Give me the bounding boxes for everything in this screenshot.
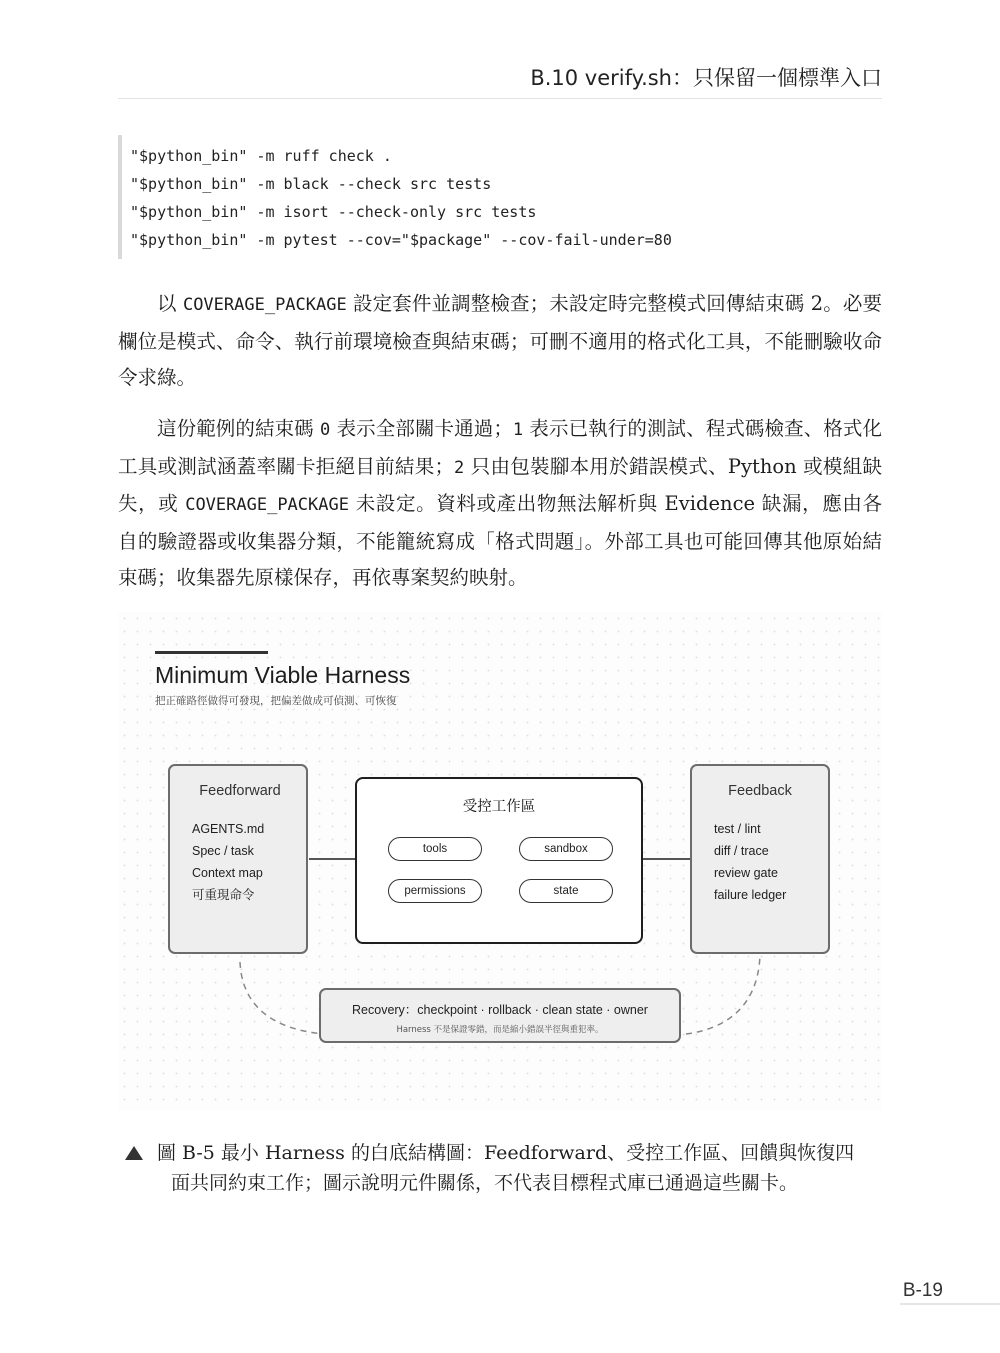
feedback-list xyxy=(714,818,786,906)
list-item: Context map xyxy=(192,866,263,880)
figure-title: Minimum Viable Harness xyxy=(155,662,411,688)
feedforward-list xyxy=(192,818,264,906)
code-line: "$python_bin" -m isort --check-only src tests xyxy=(130,203,537,221)
harness-figure xyxy=(118,612,882,1110)
workspace-title: 受控工作區 xyxy=(462,799,536,815)
header-divider xyxy=(118,98,882,99)
figure-caption xyxy=(125,1138,885,1198)
body-paragraph-2 xyxy=(118,411,882,597)
recovery-box xyxy=(319,988,681,1043)
pill-tools: tools xyxy=(388,837,482,861)
feedforward-title: Feedforward xyxy=(199,783,281,799)
recovery-line: Recovery：checkpoint · rollback · clean state · owner xyxy=(352,1003,648,1017)
caption-line-2: 面共同約束工作；圖示說明元件關係，不代表目標程式庫已通過這些關卡。 xyxy=(171,1172,799,1194)
code-block xyxy=(118,135,850,259)
inline-code: 2 xyxy=(453,457,465,478)
text-run: 這份範例的結束碼 xyxy=(157,417,321,440)
title-accent-bar xyxy=(155,651,268,654)
workspace-box xyxy=(355,777,643,944)
connector-line xyxy=(642,858,691,860)
list-item: AGENTS.md xyxy=(192,822,265,836)
page-number: B-19 xyxy=(902,1280,943,1301)
list-item: failure ledger xyxy=(714,888,787,902)
caption-line-1 xyxy=(125,1138,885,1168)
code-line: "$python_bin" -m black --check src tests xyxy=(130,175,492,193)
connector-line xyxy=(309,858,356,860)
inline-code: COVERAGE_PACKAGE xyxy=(185,495,349,515)
list-item: review gate xyxy=(714,866,778,880)
inline-code: 1 xyxy=(512,420,524,440)
page-number-rule xyxy=(900,1303,1000,1305)
pill-state: state xyxy=(519,879,613,903)
inline-code: COVERAGE_PACKAGE xyxy=(182,295,347,315)
text-run: 表示全部關卡通過； xyxy=(330,417,513,440)
list-item: diff / trace xyxy=(714,844,769,858)
triangle-marker-icon xyxy=(125,1146,143,1160)
text-run: 表示已執行的測試、程式碼檢查、格式化工具或測試涵蓋率關卡拒絕目前結果； xyxy=(118,417,882,478)
figure-subtitle: 把正確路徑做得可發現，把偏差做成可偵測、可恢復 xyxy=(155,695,397,707)
code-line: "$python_bin" -m ruff check . xyxy=(130,147,392,165)
feedback-title: Feedback xyxy=(728,783,792,799)
caption-text: 圖 B-5 最小 Harness 的白底結構圖：Feedforward、受控工作區、回饋與恢復四 xyxy=(157,1142,855,1164)
list-item: 可重現命令 xyxy=(192,888,255,902)
text-run: 設定套件並調整檢查；未設定時完整模式回傳結束碼 2。必要欄位是模式、命令、執行前環境檢查與結束碼；可刪不適用的格式化工具，不能刪驗收命令求綠。 xyxy=(118,292,882,389)
list-item: test / lint xyxy=(714,822,761,836)
feedforward-box xyxy=(168,764,308,954)
feedback-box xyxy=(690,764,830,954)
text-run: 未設定。資料或產出物無法解析與 Evidence 缺漏，應由各自的驗證器或收集器分類，不能籠統寫成「格式問題」。外部工具也可能回傳其他原始結束碼；收集器先原樣保存，再依專案契約映射。 xyxy=(118,492,882,589)
pill-permissions: permissions xyxy=(388,879,482,903)
text-run: 只由包裝腳本用於錯誤模式、Python 或模組缺失，或 xyxy=(118,454,882,515)
list-item: Spec / task xyxy=(192,844,254,858)
pill-sandbox: sandbox xyxy=(519,837,613,861)
inline-code: 0 xyxy=(320,420,331,440)
code-line: "$python_bin" -m pytest --cov="$package" --cov-fail-under=80 xyxy=(130,231,672,249)
running-header-title: B.10 verify.sh：只保留一個標準入口 xyxy=(530,66,882,90)
text-run: 以 xyxy=(157,292,183,315)
body-paragraph-1 xyxy=(118,286,882,397)
recovery-note: Harness 不是保證零錯，而是縮小錯誤半徑與重犯率。 xyxy=(396,1025,604,1035)
